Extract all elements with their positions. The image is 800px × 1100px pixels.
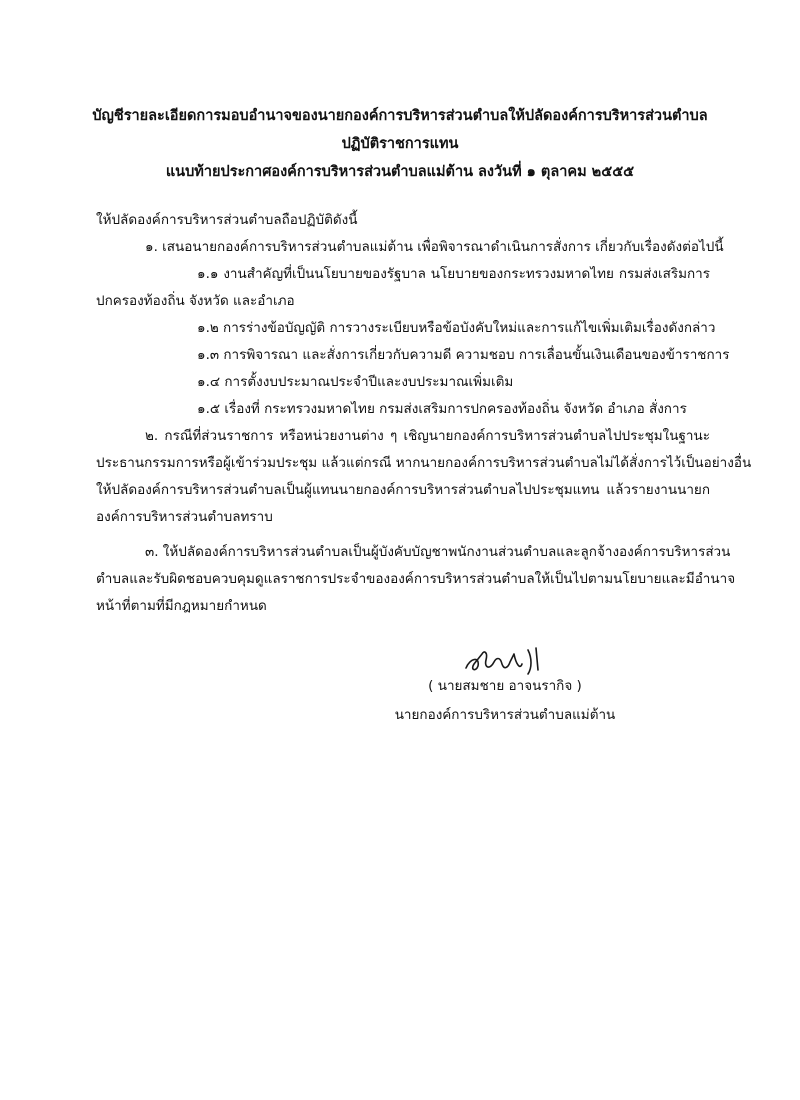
item-1-2-text: ๑.๒ การร่างข้อบัญญัติ การวางระเบียบหรือข้อบังคับใหม่และการแก้ไขเพิ่มเติมเรื่องดังกล่าว — [197, 320, 716, 336]
item-3-line-3: หน้าที่ตามที่มีกฎหมายกำหนด — [96, 598, 267, 614]
item-1-text: ๑. เสนอนายกองค์การบริหารส่วนตำบลแม่ต้าน เพื่อพิจารณาดำเนินการสั่งการ เกี่ยวกับเรื่องดังต่อไปนี้ — [145, 239, 724, 255]
item-2-line-4: องค์การบริหารส่วนตำบลทราบ — [96, 509, 273, 525]
signer-position: นายกองค์การบริหารส่วนตำบลแม่ต้าน — [394, 707, 616, 723]
item-2-line-3: ให้ปลัดองค์การบริหารส่วนตำบลเป็นผู้แทนนายกองค์การบริหารส่วนตำบลไปประชุมแทน แล้วรายงานนายก — [96, 482, 710, 498]
title-line-2: ปฏิบัติราชการแทน — [341, 136, 459, 152]
intro-text: ให้ปลัดองค์การบริหารส่วนตำบลถือปฏิบัติดังนี้ — [96, 212, 358, 228]
signer-name: ( นายสมชาย อาจนรากิจ ) — [428, 678, 582, 694]
item-2-line-2: ประธานกรรมการหรือผู้เข้าร่วมประชุม แล้วแต่กรณี หากนายกองค์การบริหารส่วนตำบลไม่ได้สั่งการไว้เป็นอย่างอื่น — [96, 455, 752, 471]
title-line-3: แนบท้ายประกาศองค์การบริหารส่วนตำบลแม่ต้าน ลงวันที่ ๑ ตุลาคม ๒๕๕๕ — [165, 164, 635, 180]
document-title — [90, 102, 710, 186]
item-2-line-1: ๒. กรณีที่ส่วนราชการ หรือหน่วยงานต่าง ๆ เชิญนายกองค์การบริหารส่วนตำบลไปประชุมในฐานะ — [145, 428, 710, 444]
item-3-line-1: ๓. ให้ปลัดองค์การบริหารส่วนตำบลเป็นผู้บังคับบัญชาพนักงานส่วนตำบลและลูกจ้างองค์การบริหารส่วน — [145, 544, 731, 560]
item-3-line-2: ตำบลและรับผิดชอบควบคุมดูแลราชการประจำขององค์การบริหารส่วนตำบลให้เป็นไปตามนโยบายและมีอำนาจ — [96, 571, 736, 587]
item-1-1-line-2: ปกครองท้องถิ่น จังหวัด และอำเภอ — [96, 293, 295, 309]
title-line-1: บัญชีรายละเอียดการมอบอำนาจของนายกองค์การบริหารส่วนตำบลให้ปลัดองค์การบริหารส่วนตำบล — [92, 108, 708, 124]
item-1-5-text: ๑.๕ เรื่องที่ กระทรวงมหาดไทย กรมส่งเสริมการปกครองท้องถิ่น จังหวัด อำเภอ สั่งการ — [197, 401, 687, 417]
item-1-4-text: ๑.๔ การตั้งงบประมาณประจำปีและงบประมาณเพิ่มเติม — [197, 374, 514, 390]
handwritten-signature — [462, 640, 552, 680]
item-1-3-text: ๑.๓ การพิจารณา และสั่งการเกี่ยวกับความดี ความชอบ การเลื่อนขั้นเงินเดือนของข้าราชการ — [197, 347, 730, 363]
item-1-1-line-1: ๑.๑ งานสำคัญที่เป็นนโยบายของรัฐบาล นโยบายของกระทรวงมหาดไทย กรมส่งเสริมการ — [197, 266, 710, 282]
